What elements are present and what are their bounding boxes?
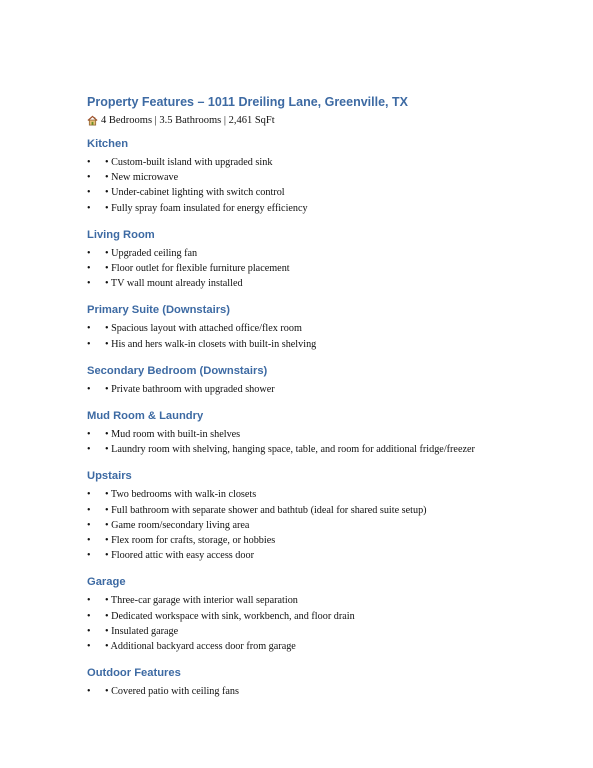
bullet-dot-icon: •	[87, 323, 91, 335]
list-item-text: • Under-cabinet lighting with switch control	[105, 187, 285, 199]
bullet-list	[87, 382, 557, 397]
section-primary-suite-downstairs	[87, 304, 557, 351]
bullet-list	[87, 593, 557, 654]
bullet-dot-icon: •	[87, 429, 91, 441]
bullet-dot-icon: •	[87, 172, 91, 184]
list-item-text: • Fully spray foam insulated for energy efficiency	[105, 202, 308, 214]
section-garage	[87, 576, 557, 654]
list-item	[87, 442, 557, 457]
bullet-dot-icon: •	[87, 535, 91, 547]
list-item-text: • New microwave	[105, 172, 179, 184]
list-item	[87, 201, 557, 216]
house-icon	[87, 115, 98, 126]
bullet-dot-icon: •	[87, 247, 91, 259]
list-item	[87, 593, 557, 608]
property-summary-text: 4 Bedrooms | 3.5 Bathrooms | 2,461 SqFt	[101, 115, 275, 126]
list-item-text: • Floor outlet for flexible furniture placement	[105, 263, 290, 275]
list-item-text: • Additional backyard access door from garage	[105, 641, 296, 653]
list-item-text: • TV wall mount already installed	[105, 278, 243, 290]
list-item-text: • Floored attic with easy access door	[105, 550, 254, 562]
bullet-dot-icon: •	[87, 625, 91, 637]
section-heading: Primary Suite (Downstairs)	[87, 304, 230, 317]
list-item-text: • Insulated garage	[105, 625, 179, 637]
list-item	[87, 337, 557, 352]
list-item	[87, 321, 557, 336]
list-item	[87, 624, 557, 639]
bullet-dot-icon: •	[87, 641, 91, 653]
list-item-text: • Custom-built island with upgraded sink	[105, 157, 273, 168]
section-heading: Upstairs	[87, 470, 132, 483]
bullet-list	[87, 684, 557, 699]
bullet-dot-icon: •	[87, 550, 91, 562]
list-item	[87, 155, 557, 170]
section-heading: Mud Room & Laundry	[87, 410, 204, 423]
bullet-list	[87, 487, 557, 563]
bullet-dot-icon: •	[87, 202, 91, 214]
list-item-text: • Covered patio with ceiling fans	[105, 686, 239, 698]
bullet-dot-icon: •	[87, 157, 91, 168]
section-living-room	[87, 229, 557, 292]
list-item-text: • Three-car garage with interior wall separation	[105, 595, 298, 607]
bullet-dot-icon: •	[87, 278, 91, 290]
list-item-text: • Flex room for crafts, storage, or hobbies	[105, 535, 276, 547]
section-heading: Secondary Bedroom (Downstairs)	[87, 364, 268, 377]
bullet-dot-icon: •	[87, 263, 91, 275]
list-item	[87, 261, 557, 276]
list-item	[87, 487, 557, 502]
list-item-text: • Dedicated workspace with sink, workbench, and floor drain	[105, 610, 355, 622]
list-item	[87, 609, 557, 624]
list-item	[87, 639, 557, 654]
list-item-text: • Game room/secondary living area	[105, 519, 250, 531]
list-item	[87, 276, 557, 291]
document-page	[87, 95, 557, 699]
section-outdoor-features	[87, 667, 557, 699]
section-heading: Living Room	[87, 228, 155, 241]
list-item	[87, 518, 557, 533]
features-list	[87, 138, 557, 699]
bullet-list	[87, 427, 557, 457]
bullet-dot-icon: •	[87, 338, 91, 350]
list-item	[87, 185, 557, 200]
bullet-dot-icon: •	[87, 383, 91, 395]
list-item-text: • Two bedrooms with walk-in closets	[105, 489, 257, 501]
page-title: Property Features – 1011 Dreiling Lane, Greenville, TX	[87, 95, 408, 109]
list-item-text: • Mud room with built-in shelves	[105, 429, 241, 441]
bullet-dot-icon: •	[87, 489, 91, 501]
bullet-dot-icon: •	[87, 686, 91, 698]
section-heading: Outdoor Features	[87, 667, 181, 680]
list-item-text: • Upgraded ceiling fan	[105, 247, 198, 259]
list-item	[87, 382, 557, 397]
bullet-list	[87, 155, 557, 216]
list-item-text: • Laundry room with shelving, hanging space, table, and room for additional fridge/freezer	[105, 444, 475, 456]
list-item	[87, 246, 557, 261]
section-heading: Kitchen	[87, 138, 129, 150]
list-item	[87, 548, 557, 563]
list-item	[87, 170, 557, 185]
list-item-text: • Private bathroom with upgraded shower	[105, 383, 275, 395]
property-summary	[87, 114, 557, 127]
list-item-text: • Spacious layout with attached office/flex room	[105, 323, 302, 335]
bullet-dot-icon: •	[87, 444, 91, 456]
section-heading: Garage	[87, 576, 126, 589]
section-kitchen	[87, 138, 557, 216]
bullet-dot-icon: •	[87, 595, 91, 607]
section-upstairs	[87, 470, 557, 563]
section-secondary-bedroom-downstairs	[87, 365, 557, 397]
bullet-list	[87, 246, 557, 292]
list-item	[87, 684, 557, 699]
bullet-list	[87, 321, 557, 351]
bullet-dot-icon: •	[87, 519, 91, 531]
bullet-dot-icon: •	[87, 610, 91, 622]
bullet-dot-icon: •	[87, 504, 91, 516]
section-mud-room-laundry	[87, 410, 557, 457]
list-item-text: • His and hers walk-in closets with built-in shelving	[105, 338, 317, 350]
bullet-dot-icon: •	[87, 187, 91, 199]
list-item-text: • Full bathroom with separate shower and bathtub (ideal for shared suite setup)	[105, 504, 427, 516]
list-item	[87, 427, 557, 442]
list-item	[87, 533, 557, 548]
list-item	[87, 503, 557, 518]
